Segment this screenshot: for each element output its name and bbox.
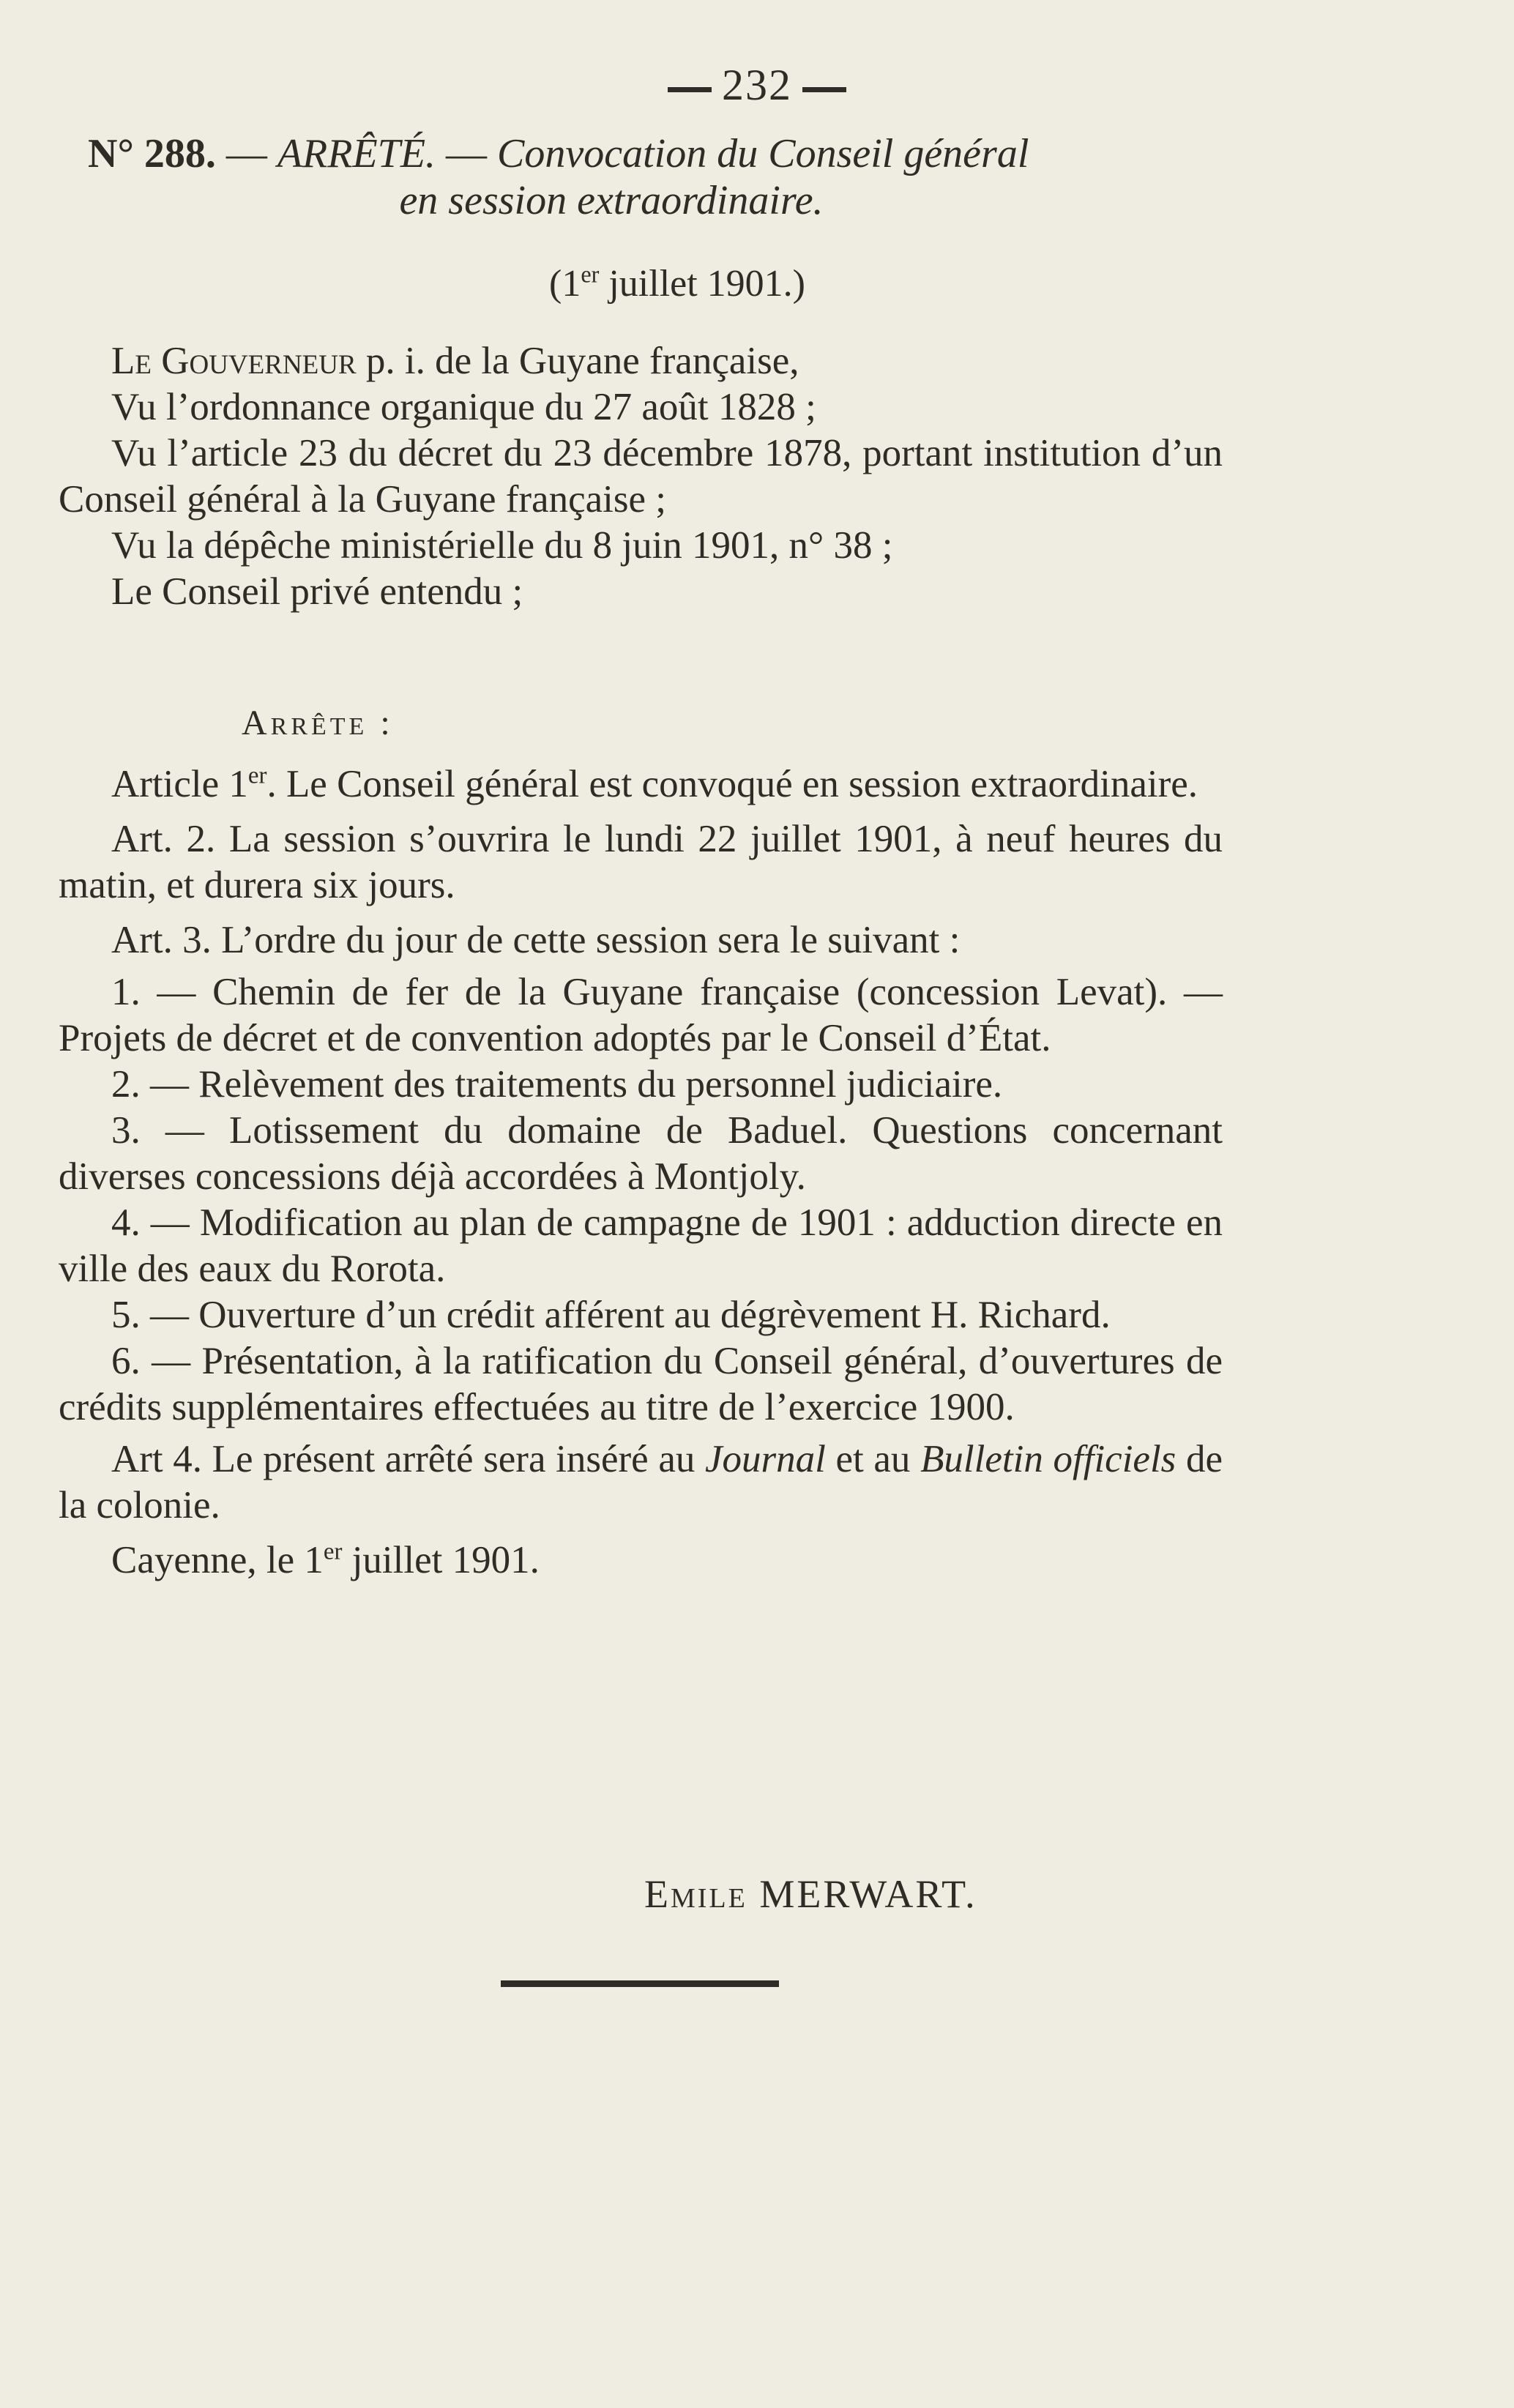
vu-ordonnance: Vu l’ordonnance organique du 27 août 1828 ; xyxy=(111,386,816,428)
article-4-pre: Art 4. Le présent arrêté sera inséré au xyxy=(111,1438,705,1480)
date-sup: er xyxy=(581,261,600,288)
vu-depeche: Vu la dépêche ministérielle du 8 juin 1901, n° 38 ; xyxy=(111,524,893,567)
decree-date xyxy=(0,262,1354,305)
agenda-item-1: 1. — Chemin de fer de la Guyane française (concession Levat). — Projets de décret et de convention adoptés par le Conseil d’État. xyxy=(59,971,1223,1059)
title-dash: — xyxy=(225,131,267,176)
date-day: 1 xyxy=(562,263,581,305)
article-1-text: . Le Conseil général est convoqué en session extraordinaire. xyxy=(266,763,1198,805)
agenda-item-3: 3. — Lotissement du domaine de Baduel. Questions concernant diverses concessions déjà accordées à Montjoly. xyxy=(59,1109,1223,1198)
arrete-heading: Arrête : xyxy=(242,704,394,742)
governor-rest: p. i. de la Guyane française, xyxy=(356,340,799,382)
signature-last: MERWART. xyxy=(759,1872,977,1916)
article-1-label: Article 1 xyxy=(111,763,248,805)
closing-rule xyxy=(501,1980,779,1987)
decree-subject-line1: Convocation du Conseil général xyxy=(497,131,1029,176)
agenda-item-2: 2. — Relèvement des traitements du personnel judiciaire. xyxy=(111,1063,1003,1106)
date-rest: juillet 1901.) xyxy=(599,263,805,305)
decree-type: ARRÊTÉ. xyxy=(277,131,436,176)
article-3: Art. 3. L’ordre du jour de cette session sera le suivant : xyxy=(111,919,961,961)
decree-number: N° 288. xyxy=(88,131,216,176)
place-date xyxy=(59,1537,1223,1584)
preamble xyxy=(59,338,1223,615)
page-header xyxy=(0,60,1514,111)
date-open: ( xyxy=(548,263,562,305)
signature xyxy=(644,1871,977,1917)
article-1 xyxy=(59,761,1223,808)
articles xyxy=(59,761,1223,1584)
place-date-sup: er xyxy=(323,1538,343,1565)
article-4-journal: Journal xyxy=(704,1438,826,1480)
article-4 xyxy=(59,1436,1223,1529)
governor-line xyxy=(59,338,1223,384)
place-date-pre: Cayenne, le 1 xyxy=(111,1539,324,1581)
article-4-mid: et au xyxy=(825,1438,921,1480)
conseil-prive: Le Conseil privé entendu ; xyxy=(111,570,523,613)
agenda-item-4: 4. — Modification au plan de campagne de 1901 : adduction directe en ville des eaux du Rorota. xyxy=(59,1201,1223,1290)
decree-subject-line2: en session extraordinaire. xyxy=(399,178,824,223)
header-dash-right xyxy=(802,87,846,92)
header-dash-left xyxy=(668,87,712,92)
document-title xyxy=(88,130,1223,224)
article-4-end: de la colonie. xyxy=(59,1438,1223,1527)
title-dash-2: — xyxy=(446,131,488,176)
vu-article: Vu l’article 23 du décret du 23 décembre 1878, portant institution d’un Conseil général à la Guyane française ; xyxy=(59,432,1223,521)
article-1-sup: er xyxy=(247,762,267,789)
article-2: Art. 2. La session s’ouvrira le lundi 22 juillet 1901, à neuf heures du matin, et durera six jours. xyxy=(59,818,1223,906)
page-number: 232 xyxy=(722,61,792,109)
agenda-item-6: 6. — Présentation, à la ratification du Conseil général, d’ouvertures de crédits supplémentaires effectuées au titre de l’exercice 1900. xyxy=(59,1340,1223,1428)
agenda-item-5: 5. — Ouverture d’un crédit afférent au dégrèvement H. Richard. xyxy=(111,1294,1111,1336)
signature-first: Emile xyxy=(644,1872,747,1916)
governor-title: Le Gouverneur xyxy=(111,340,357,382)
place-date-rest: juillet 1901. xyxy=(342,1539,540,1581)
article-4-bulletin: Bulletin officiels xyxy=(920,1438,1176,1480)
